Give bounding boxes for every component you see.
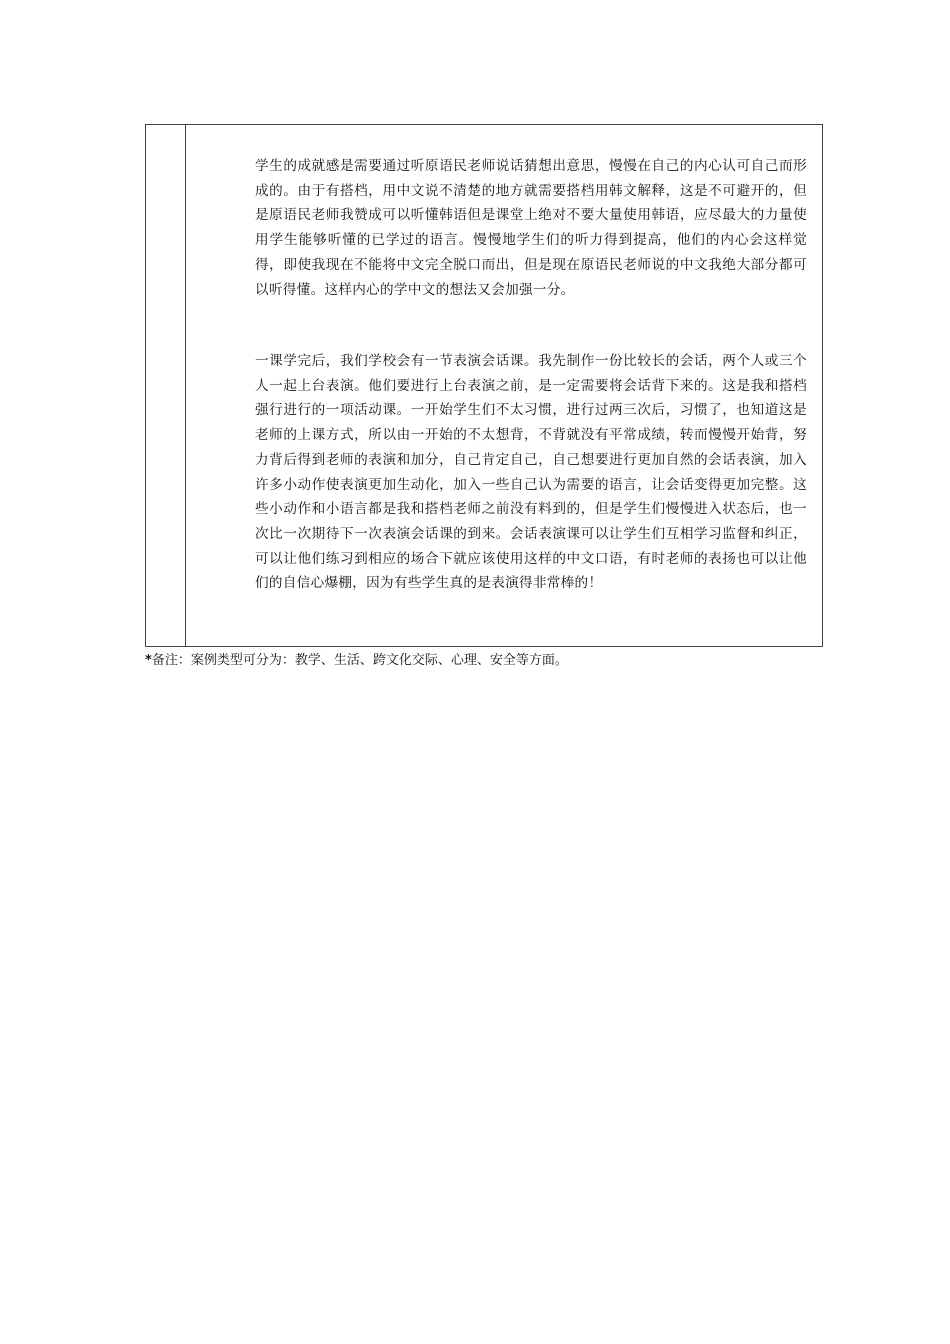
table-content-cell (187, 125, 822, 646)
table-label-column (146, 125, 186, 646)
case-table (145, 124, 823, 647)
paragraph-student-achievement: 学生的成就感是需要通过听原语民老师说话猜想出意思，慢慢在自己的内心认可自己而形成的。由于有搭档，用中文说不清楚的地方就需要搭档用韩文解释，这是不可避开的，但是原语民老师我赞成可以听懂韩语但是课堂上绝对不要大量使用韩语，应尽最大的力量使用学生能够听懂的已学过的语言。慢慢地学生们的听力得到提高，他们的内心会这样觉得，即使我现在不能将中文完全脱口而出，但是现在原语民老师说的中文我绝大部分都可以听得懂。这样内心的学中文的想法又会加强一分。 (255, 158, 807, 298)
footnote-text: 备注：案例类型可分为：教学、生活、跨文化交际、心理、安全等方面。 (151, 653, 568, 668)
paragraph-performance-class: 一课学完后，我们学校会有一节表演会话课。我先制作一份比较长的会话，两个人或三个人一起上台表演。他们要进行上台表演之前，是一定需要将会话背下来的。这是我和搭档强行进行的一项活动课。一开始学生们不太习惯，进行过两三次后，习惯了，也知道这是老师的上课方式，所以由一开始的不太想背，不背就没有平常成绩，转而慢慢开始背，努力背后得到老师的表演和加分，自己肯定自己，自己想要进行更加自然的会话表演，加入许多小动作使表演更加生动化，加入一些自己认为需要的语言，让会话变得更加完整。这些小动作和小语言都是我和搭档老师之前没有料到的，但是学生们慢慢进入状态后，也一次比一次期待下一次表演会话课的到来。会话表演课可以让学生们互相学习监督和纠正，可以让他们练习到相应的场合下就应该使用这样的中文口语，有时老师的表扬也可以让他们的自信心爆棚，因为有些学生真的是表演得非常棒的！ (255, 353, 807, 592)
footnote-marker: * (145, 653, 152, 668)
footnote (145, 651, 568, 671)
